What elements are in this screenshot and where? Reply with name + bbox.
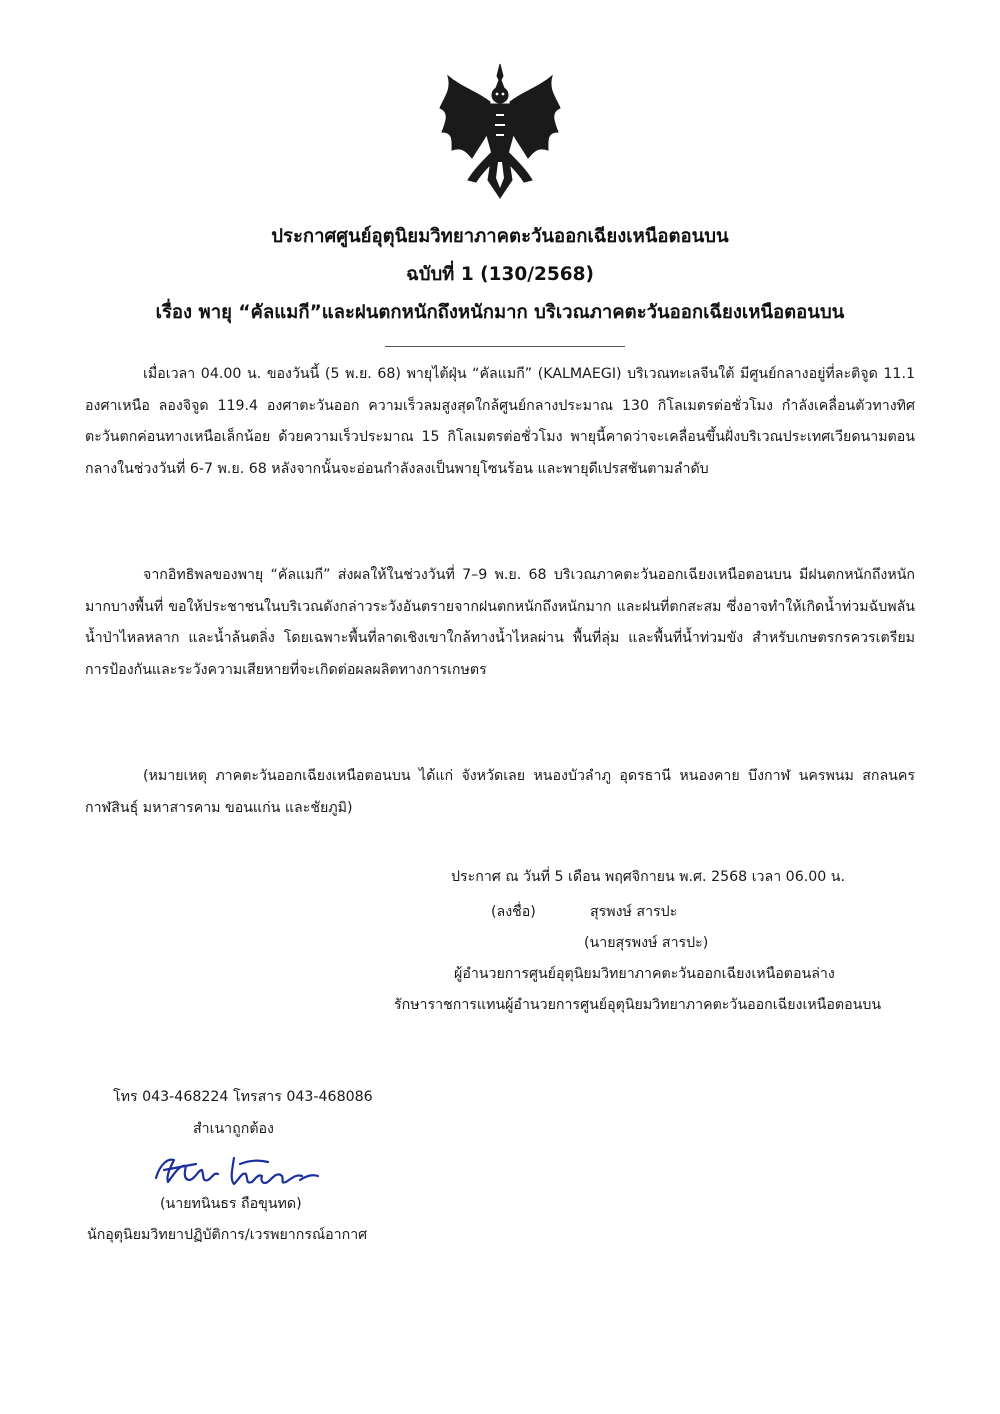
body-paragraph-storm: เมื่อเวลา 04.00 น. ของวันนี้ (5 พ.ย. 68) พายุไต้ฝุ่น “คัลแมกี” (KALMAEGI) บริเวณทะเลจีนใต้ มีศูนย์กลางอยู่ที่ละติจูด 11.1 องศาเหนือ ลองจิจูด 119.4 องศาตะวันออก ความเร็วลมสูงสุดใกล้ศูนย์กลางประมาณ 130 กิโลเมตรต่อชั่วโมง กำลังเคลื่อนตัวทางทิศตะวันตกค่อนทางเหนือเล็กน้อย ด้วยความเร็วประมาณ 15 กิโลเมตรต่อชั่วโมง พายุนี้คาดว่าจะเคลื่อนขึ้นฝั่งบริเวณประเทศเวียดนามตอนกลางในช่วงวันที่ 6-7 พ.ย. 68 หลังจากนั้นจะอ่อนกำลังลงเป็นพายุโซนร้อน และพายุดีเปรสชันตามลำดับ <box>85 366 915 477</box>
announcement-subject: เรื่อง พายุ “คัลแมกี”และฝนตกหนักถึงหนักมาก บริเวณภาคตะวันออกเฉียงเหนือตอนบน <box>155 302 845 323</box>
signer-acting-position: รักษาราชการแทนผู้อำนวยการศูนย์อุตุนิยมวิทยาภาคตะวันออกเฉียงเหนือตอนบน <box>394 997 882 1013</box>
signer-position: ผู้อำนวยการศูนย์อุตุนิยมวิทยาภาคตะวันออกเฉียงเหนือตอนล่าง <box>454 966 835 982</box>
body-paragraph-rain-warning: จากอิทธิพลของพายุ “คัลแมกี” ส่งผลให้ในช่วงวันที่ 7–9 พ.ย. 68 บริเวณภาคตะวันออกเฉียงเหนือตอนบน มีฝนตกหนักถึงหนักมากบางพื้นที่ ขอให้ประชาชนในบริเวณดังกล่าวระวังอันตรายจากฝนตกหนักถึงหนักมาก และฝนที่ตกสะสม ซึ่งอาจทำให้เกิดน้ำท่วมฉับพลัน น้ำป่าไหลหลาก และน้ำล้นตลิ่ง โดยเฉพาะพื้นที่ลาดเชิงเขาใกล้ทางน้ำไหลผ่าน พื้นที่ลุ่ม และพื้นที่น้ำท่วมขัง สำหรับเกษตรกรควรเตรียมการป้องกันและระวังความเสียหายที่จะเกิดต่อผลผลิตทางการเกษตร <box>85 567 915 678</box>
announcement-title: ประกาศศูนย์อุตุนิยมวิทยาภาคตะวันออกเฉียงเหนือตอนบน <box>271 226 729 247</box>
contact-numbers: โทร 043-468224 โทรสาร 043-468086 <box>113 1089 373 1105</box>
separator-line <box>385 346 625 347</box>
signer-full-name: (นายสุรพงษ์ สารปะ) <box>584 935 709 951</box>
certified-copy-label: สำเนาถูกต้อง <box>193 1121 274 1137</box>
signer-name: สุรพงษ์ สารปะ <box>590 904 678 920</box>
copier-name: (นายทนินธร ถือขุนทด) <box>160 1196 302 1212</box>
issue-number: ฉบับที่ 1 (130/2568) <box>406 264 594 285</box>
signed-label: (ลงชื่อ) <box>491 904 536 920</box>
body-note: (หมายเหตุ ภาคตะวันออกเฉียงเหนือตอนบน ได้แก่ จังหวัดเลย หนองบัวลำภู อุดรธานี หนองคาย บึงกาฬ นครพนม สกลนคร กาฬสินธุ์ มหาสารคาม ขอนแก่น และชัยภูมิ) <box>85 768 915 816</box>
copier-position: นักอุตุนิยมวิทยาปฏิบัติการ/เวรพยากรณ์อากาศ <box>87 1227 368 1243</box>
announcement-date: ประกาศ ณ วันที่ 5 เดือน พฤศจิกายน พ.ศ. 2568 เวลา 06.00 น. <box>451 869 846 885</box>
handwritten-signature-icon <box>150 1150 325 1192</box>
garuda-emblem-icon <box>438 62 562 202</box>
